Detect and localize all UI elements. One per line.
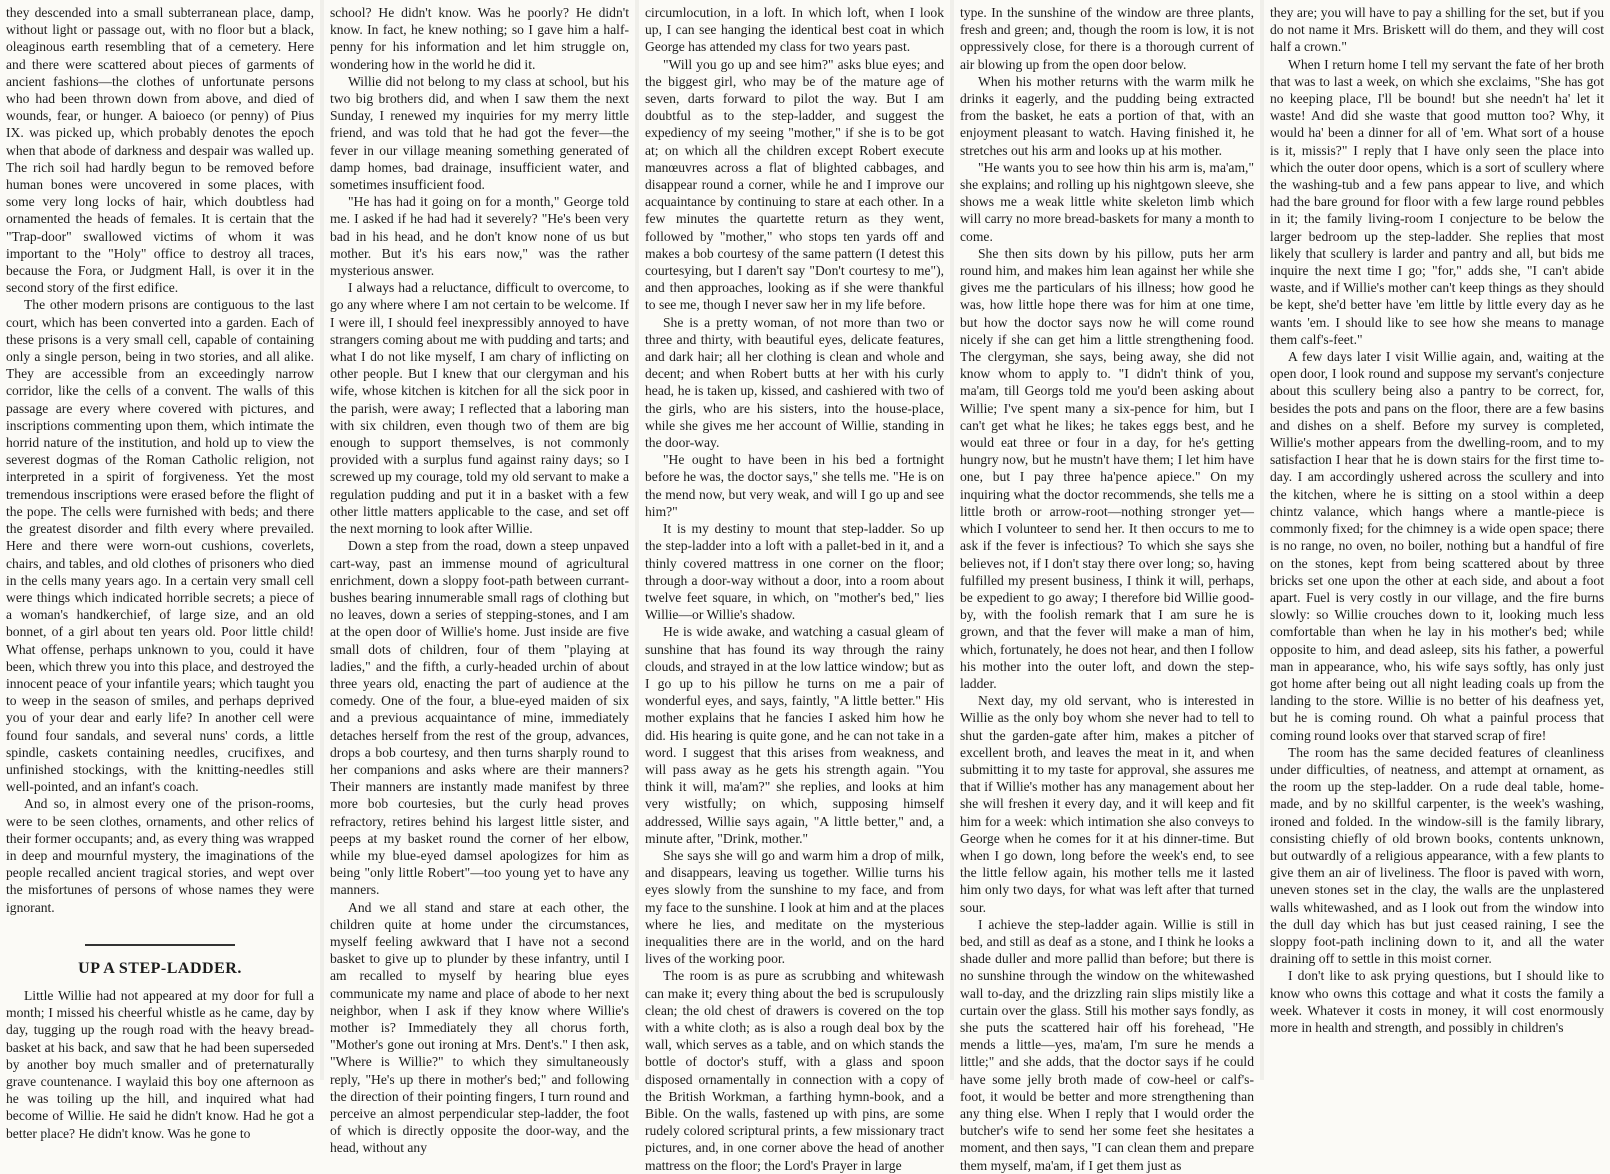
paragraph: He is wide awake, and watching a casual gleam of sunshine that has found its way through the rainy clouds, and strayed in at the low lattice window; but as I go up to his pillow he turns on me a pair of wonderful eyes, and says, faintly, "A little better." His mother explains that he fancies I asked him how he did. His hearing is quite gone, and he can not take in a word. I suggest that this arises from weakness, and will pass away as he gets his strength again. "You think it will, ma'am?" she replies, and looks at him very wistfully; on which, supposing himself addressed, Willie says again, "A little better," and, a minute after, "Drink, mother." bbox=[645, 624, 944, 846]
column-1 bbox=[0, 0, 320, 1141]
paragraph: A few days later I visit Willie again, and, waiting at the open door, I look round and suppose my servant's conjecture about this scullery being also a pantry to be correct, for, besides the pots and pans on the floor, there are a few basins and dishes on a shelf. Before my survey is completed, Willie's mother appears from the dwelling-room, and to my satisfaction I hear that he is down stairs for the first time to-day. I am accordingly ushered across the scullery and into the kitchen, where he is sitting on a stool within a deep chintz valance, which hangs where a mantle-piece is commonly fixed; for the chimney is a wide open space; there is no range, no oven, no boiler, nothing but a handful of fire on the stones, kept from being scattered about by three bricks set one upon the other at each side, and about a foot apart. Fuel is very costly in our village, and the fire burns slowly: so Willie crouches down to it, looking much less comfortable than when he lay in his mother's bed; while opposite to him, and dead asleep, sits his father, a powerful man in appearance, who, his wife says softly, has only just got home after being out all night leading coals up from the landing to the store. Willie is no better of his deafness yet, but he is coming round. Oh what a painful process that coming round looks over that starved scrap of fire! bbox=[1270, 349, 1604, 743]
paragraph: I achieve the step-ladder again. Willie is still in bed, and still as deaf as a stone, and I think he looks a shade duller and more pallid than before; but there is no sunshine through the window on the whitewashed wall to-day, and the drizzling rain slips mistily like a curtain over the glass. Still his mother says fondly, as she puts the scattered hair off his forehead, "He mends a little—yes, ma'am, I'm sure he mends a little;" and she adds, that the doctor says if he could have some jelly broth made of cow-heel or calf's-foot, it would be better and more strengthening than any thing else. When I reply that I would order the butcher's wife to send her some feet she hesitates a moment, and then says, "I can clean them and prepare them myself, ma'am, if I get them just as bbox=[960, 916, 1254, 1173]
paragraph: When his mother returns with the warm milk he drinks it eagerly, and the pudding being extracted from the basket, he eats a portion of that, with an enjoyment pleasant to watch. Having finished it, he stretches out his arm and looks up at his mother. bbox=[960, 73, 1254, 158]
paragraph: Next day, my old servant, who is interested in Willie as the only boy whom she never had to tell to shut the garden-gate after him, makes a pitcher of excellent broth, and leaves the meat in it, and when submitting it to my taste for approval, she assures me that if Willie's mother has any management about her she will freshen it every day, and it will keep and fit him for a week: which intimation she also conveys to George when he comes for it at his dinner-time. But when I go down, long before the week's end, to see the little fellow again, his mother tells me it lasted him only two days, for what was left after that turned sour. bbox=[960, 693, 1254, 915]
section-rule bbox=[85, 944, 235, 946]
paragraph: And so, in almost every one of the prison-rooms, were to be seen clothes, ornaments, and other relics of their former occupants; and, as every thing was wrapped in deep and mournful mystery, the imaginations of the people recalled ancient tragical stories, and wept over the misfortunes of persons of whose names they were ignorant. bbox=[6, 796, 314, 915]
paragraph: school? He didn't know. Was he poorly? He didn't know. In fact, he knew nothing; so I gave him a half-penny for his information and let him struggle on, wondering how in the world he did it. bbox=[330, 5, 629, 72]
paragraph: The other modern prisons are contiguous to the last court, which has been converted into a garden. Each of these prisons is a very small cell, capable of containing only a single person, being in two stories, and all alike. They are accessible from an exceedingly narrow corridor, like the cells of a convent. The walls of this passage are every where covered with pictures, and inscriptions commenting upon them, which intimate the horrid nature of the institution, and hold up to view the severest dogmas of the Roman Catholic religion, not interpreted in a spirit of forgiveness. Yet the most tremendous inscriptions were erased before the flight of the pope. The cells were furnished with beds; and there the greatest disorder and filth every where prevailed. Here and there were worn-out cushions, coverlets, chairs, and tables, and old clothes of prisoners who died in the cells many years ago. In a certain very small cell were things which indicated horrible secrets; a piece of a woman's handkerchief, of large size, and an old bonnet, of a girl about ten years old. Poor little child! What offense, perhaps unknown to you, could it have been, which threw you into this place, and destroyed the innocent peace of your infantile years; which taught you to weep in the season of smiles, and perhaps deprived you of your dear and early life? In another cell were found four sandals, and several nuns' cords, a little spindle, caskets containing needles, crucifixes, and unfinished stockings, with the knitting-needles still well-pointed, and an infant's coach. bbox=[6, 297, 314, 795]
column-2-text bbox=[330, 4, 629, 1157]
column-2 bbox=[324, 0, 635, 1156]
paragraph: "Will you go up and see him?" asks blue eyes; and the biggest girl, who may be of the mature age of seven, darts forward to pilot the way. But I am doubtful as to the step-ladder, and suggest the expediency of my seeing "mother," if she is to be got at; on which all the children except Robert execute manœuvres across a flat of blighted cabbages, and disappear round a corner, while he and I improve our acquaintance by continuing to stare at each other. In a few minutes the quartette return as they went, followed by "mother," who stops ten yards off and makes a bob courtesy of the same pattern (I detest this courtesying, but I daren't say "Don't courtesy to me"), and then approaches, looking as if she were thankful to see me, though I never saw her in my life before. bbox=[645, 56, 944, 313]
paragraph: circumlocution, in a loft. In which loft, when I look up, I can see hanging the identical best coat in which George has attended my class for two years past. bbox=[645, 5, 944, 55]
column-5-text bbox=[1270, 4, 1604, 1036]
column-5 bbox=[1264, 0, 1610, 1080]
paragraph: The room is as pure as scrubbing and whitewash can make it; every thing about the bed is scrupulously clean; the old chest of drawers is covered on the top with a white cloth; as is also a rough deal box by the wall, which serves as a table, and on which stands the bottle of doctor's stuff, with a glass and spoon disposed ornamentally in connection with a copy of the British Workman, a farthing hymn-book, and a Bible. On the walls, fastened up with pins, are some rudely colored scriptural prints, a few missionary tract pictures, and, in one corner above the head of another mattress on the floor; the Lord's Prayer in large bbox=[645, 968, 944, 1173]
paragraph: Down a step from the road, down a steep unpaved cart-way, past an immense mound of agricultural enrichment, down a sloppy foot-path between currant-bushes bearing innumerable small rags of clothing but no leaves, down a series of stepping-stones, and I am at the open door of Willie's home. Just inside are five small dots of children, four of them "playing at ladies," and the fifth, a curly-headed urchin of about three years old, enacting the part of audience at the comedy. One of the four, a blue-eyed maiden of six and a previous acquaintance of mine, immediately detaches herself from the rest of the group, advances, drops a bob courtesy, and then turns sharply round to her companions and asks where are their manners? Their manners are instantly made manifest by three more bob courtesies, but the curly head proves refractory, retires behind his largest little sister, and peeps at my basket round the corner of her elbow, while my blue-eyed damsel apologizes for him as being "only little Robert"—too young yet to have any manners. bbox=[330, 538, 629, 898]
paragraph: they descended into a small subterranean place, damp, without light or passage out, with no floor but a black, oleaginous earth resembling that of a cemetery. Here and there were scattered about pieces of garments of ancient fashions—the clothes of unfortunate persons who had been thrown down from above, and died of wounds, fear, or hunger. A baioeco (or penny) of Pius IX. was picked up, which probably denotes the epoch when that abode of darkness and despair was walled up. The rich soil had hardly begun to be removed before human bones were uncovered in some places, with some very long locks of hair, which doubtless had ornamented the heads of females. It is certain that the "Trap-door" swallowed victims of whom it was important to the "Holy" office to destroy all traces, because the Fora, or Judgment Hall, is over it in the second story of the first edifice. bbox=[6, 5, 314, 296]
paragraph: type. In the sunshine of the window are three plants, fresh and green; and, though the room is low, it is not oppressively close, for there is a thorough current of air blowing up from the open door below. bbox=[960, 5, 1254, 72]
paragraph: She says she will go and warm him a drop of milk, and disappears, leaving us together. Willie turns his eyes slowly from the sunshine to my face, and from my face to the sunshine. I look at him and at the places where he lies, and meditate on the mysterious inequalities there are in the world, and on the hard lives of the working poor. bbox=[645, 847, 944, 967]
paragraph: When I return home I tell my servant the fate of her broth that was to last a week, on which she exclaims, "She has got no keeping place, I'll be bound! but she needn't ha' let it waste! And did she waste that good mutton too? Why, it would ha' been a dinner for all of 'em. What sort of a house is it, missis?" I reply that I have only seen the place into which the outer door opens, which is a sort of scullery where the washing-tub and a few pans appear to live, and which had the bare ground for floor with a few large round pebbles in it; the family living-room I conjecture to be below the larger bedroom up the step-ladder. She replies that most likely that scullery is larder and pantry and all, but bids me inquire the next time I go; "for," adds she, "I can't abide waste, and if Willie's mother can't keep things as they should be kept, she'd better have 'em little by little every day as he wants 'em. I should like to see how she means to manage them calf's-feet." bbox=[1270, 56, 1604, 347]
prison-article-text bbox=[6, 4, 314, 916]
paragraph: "He ought to have been in his bed a fortnight before he was, the doctor says," she tells me. "He is on the mend now, but very weak, and will I go up and see him?" bbox=[645, 452, 944, 519]
column-4 bbox=[954, 0, 1260, 1173]
column-3-text bbox=[645, 4, 944, 1174]
article-headline: UP A STEP-LADDER. bbox=[78, 959, 242, 977]
paragraph: I don't like to ask prying questions, but I should like to know who owns this cottage and what it costs the family a week. Whatever it costs in money, it will cost enormously more in health and strength, and possibly in children's bbox=[1270, 968, 1604, 1035]
paragraph: "He wants you to see how thin his arm is, ma'am," she explains; and rolling up his nightgown sleeve, she shows me a weak little white skeleton limb which will carry no more bread-baskets for many a month to come. bbox=[960, 159, 1254, 244]
paragraph: She then sits down by his pillow, puts her arm round him, and makes him lean against her while she gives me the particulars of his illness; how good he was, how little hope there was for him at one time, but how the doctor says now he will come round nicely if she can get him a little strengthening food. The clergyman, she says, being away, she did not know whom to apply to. "I didn't think of you, ma'am, till Georgs told me you'd been asking about Willie; I've spent many a six-pence for him, but I can't get what he likes; he takes eggs best, and he would eat three or four in a day, for he's getting hungry now, but he mustn't have them; I let him have one, but I pay three ha'pence apiece." On my inquiring what the doctor recommends, she tells me a little broth or arrow-root—nothing stronger yet—which I volunteer to send her. It then occurs to me to ask if the fever is infectious? To which she says she believes not, if I don't stay there over long; so, having fulfilled my present business, I think it will, perhaps, be expedient to go away; I therefore bid Willie good-by, with the foolish remark that I am sure he is grown, and that the fever will make a man of him, which, fortunately, he does not hear, and then I follow his mother into the outer loft, and down the step-ladder. bbox=[960, 245, 1254, 691]
paragraph: She is a pretty woman, of not more than two or three and thirty, with beautiful eyes, delicate features, and dark hair; all her clothing is clean and whole and decent; and when Robert butts at her with his curly head, he is taken up, kissed, and cashiered with two of the girls, who are his sisters, into the house-place, while she gives me her account of Willie, standing in the door-way. bbox=[645, 314, 944, 451]
paragraph: they are; you will have to pay a shilling for the set, but if you do not name it Mrs. Briskett will do them, and they will cost half a crown." bbox=[1270, 5, 1604, 55]
paragraph: And we all stand and stare at each other, the children quite at home under the circumstances, myself feeling awkward that I have not a second basket to give up to plunder by these infantry, until I am recalled to myself by hearing blue eyes communicate my name and place of abode to her next neighbor, when I ask if they know where Willie's mother is? Immediately they all chorus forth, "Mother's gone out ironing at Mrs. Dent's." I then ask, "Where is Willie?" to which they simultaneously reply, "He's up there in mother's bed;" and following the direction of their pointing fingers, I turn round and perceive an almost perpendicular step-ladder, the foot of which is directly opposite the door-way, and the head, without any bbox=[330, 899, 629, 1156]
step-ladder-article-opening bbox=[6, 987, 314, 1142]
column-4-text bbox=[960, 4, 1254, 1174]
paragraph: "He has had it going on for a month," George told me. I asked if he had had it severely? "He's been very bad in his head, and he don't know none of us but mother. But it's his ears now," was the rather mysterious answer. bbox=[330, 194, 629, 279]
paragraph: Willie did not belong to my class at school, but his two big brothers did, and when I saw them the next Sunday, I renewed my inquiries for my merry little friend, and was told that he had got the fever—the fever in our village meaning something generated of damp homes, bad drainage, insufficient water, and sometimes insufficient food. bbox=[330, 73, 629, 193]
column-3 bbox=[639, 0, 950, 1173]
paragraph: Little Willie had not appeared at my door for full a month; I missed his cheerful whistle as he came, day by day, tugging up the rough road with the heavy bread-basket at his back, and saw that he had been superseded by another boy much smaller and of preternaturally grave countenance. I waylaid this boy one afternoon as he was toiling up the hill, and inquired what had become of Willie. He said he didn't know. Had he got a better place? He didn't know. Was he gone to bbox=[6, 987, 314, 1141]
paragraph: I always had a reluctance, difficult to overcome, to go any where where I am not certain to be welcome. If I were ill, I should feel inexpressibly annoyed to have strangers coming about me with pudding and tarts; and what I do not like myself, I am chary of inflicting on other people. But I knew that our clergyman and his wife, whose kitchen is kitchen for all the sick poor in the parish, were away; I reflected that a laboring man with six children, even though two of them are big enough to support themselves, is not commonly provided with a surplus fund against rainy days; so I screwed up my courage, told my old servant to make a regulation pudding and put it in a basket with a few other little matters applicable to the case, and set off the next morning to look after Willie. bbox=[330, 280, 630, 537]
paragraph: The room has the same decided features of cleanliness under difficulties, of neatness, and attempt at ornament, as the room up the step-ladder. On a rude deal table, home-made, and by no skillful carpenter, is the week's washing, ironed and folded. In the window-sill is the family library, consisting chiefly of old brown books, contents unknown, but outwardly of a religious appearance, with a few plants to give them an air of liveliness. The floor is paved with worn, uneven stones set in the clay, the walls are the unplastered walls whitewashed, and as I look out from the window into the dull day which has but just ceased raining, I see the sloppy foot-path inclining down to it, and all the water draining off to settle in this moist corner. bbox=[1270, 744, 1604, 967]
paragraph: It is my destiny to mount that step-ladder. So up the step-ladder into a loft with a pallet-bed in it, and a thinly covered mattress in one corner on the floor; through a door-way without a door, into a room about twelve feet square, in which, on "mother's bed," lies Willie—or Willie's shadow. bbox=[645, 521, 944, 623]
